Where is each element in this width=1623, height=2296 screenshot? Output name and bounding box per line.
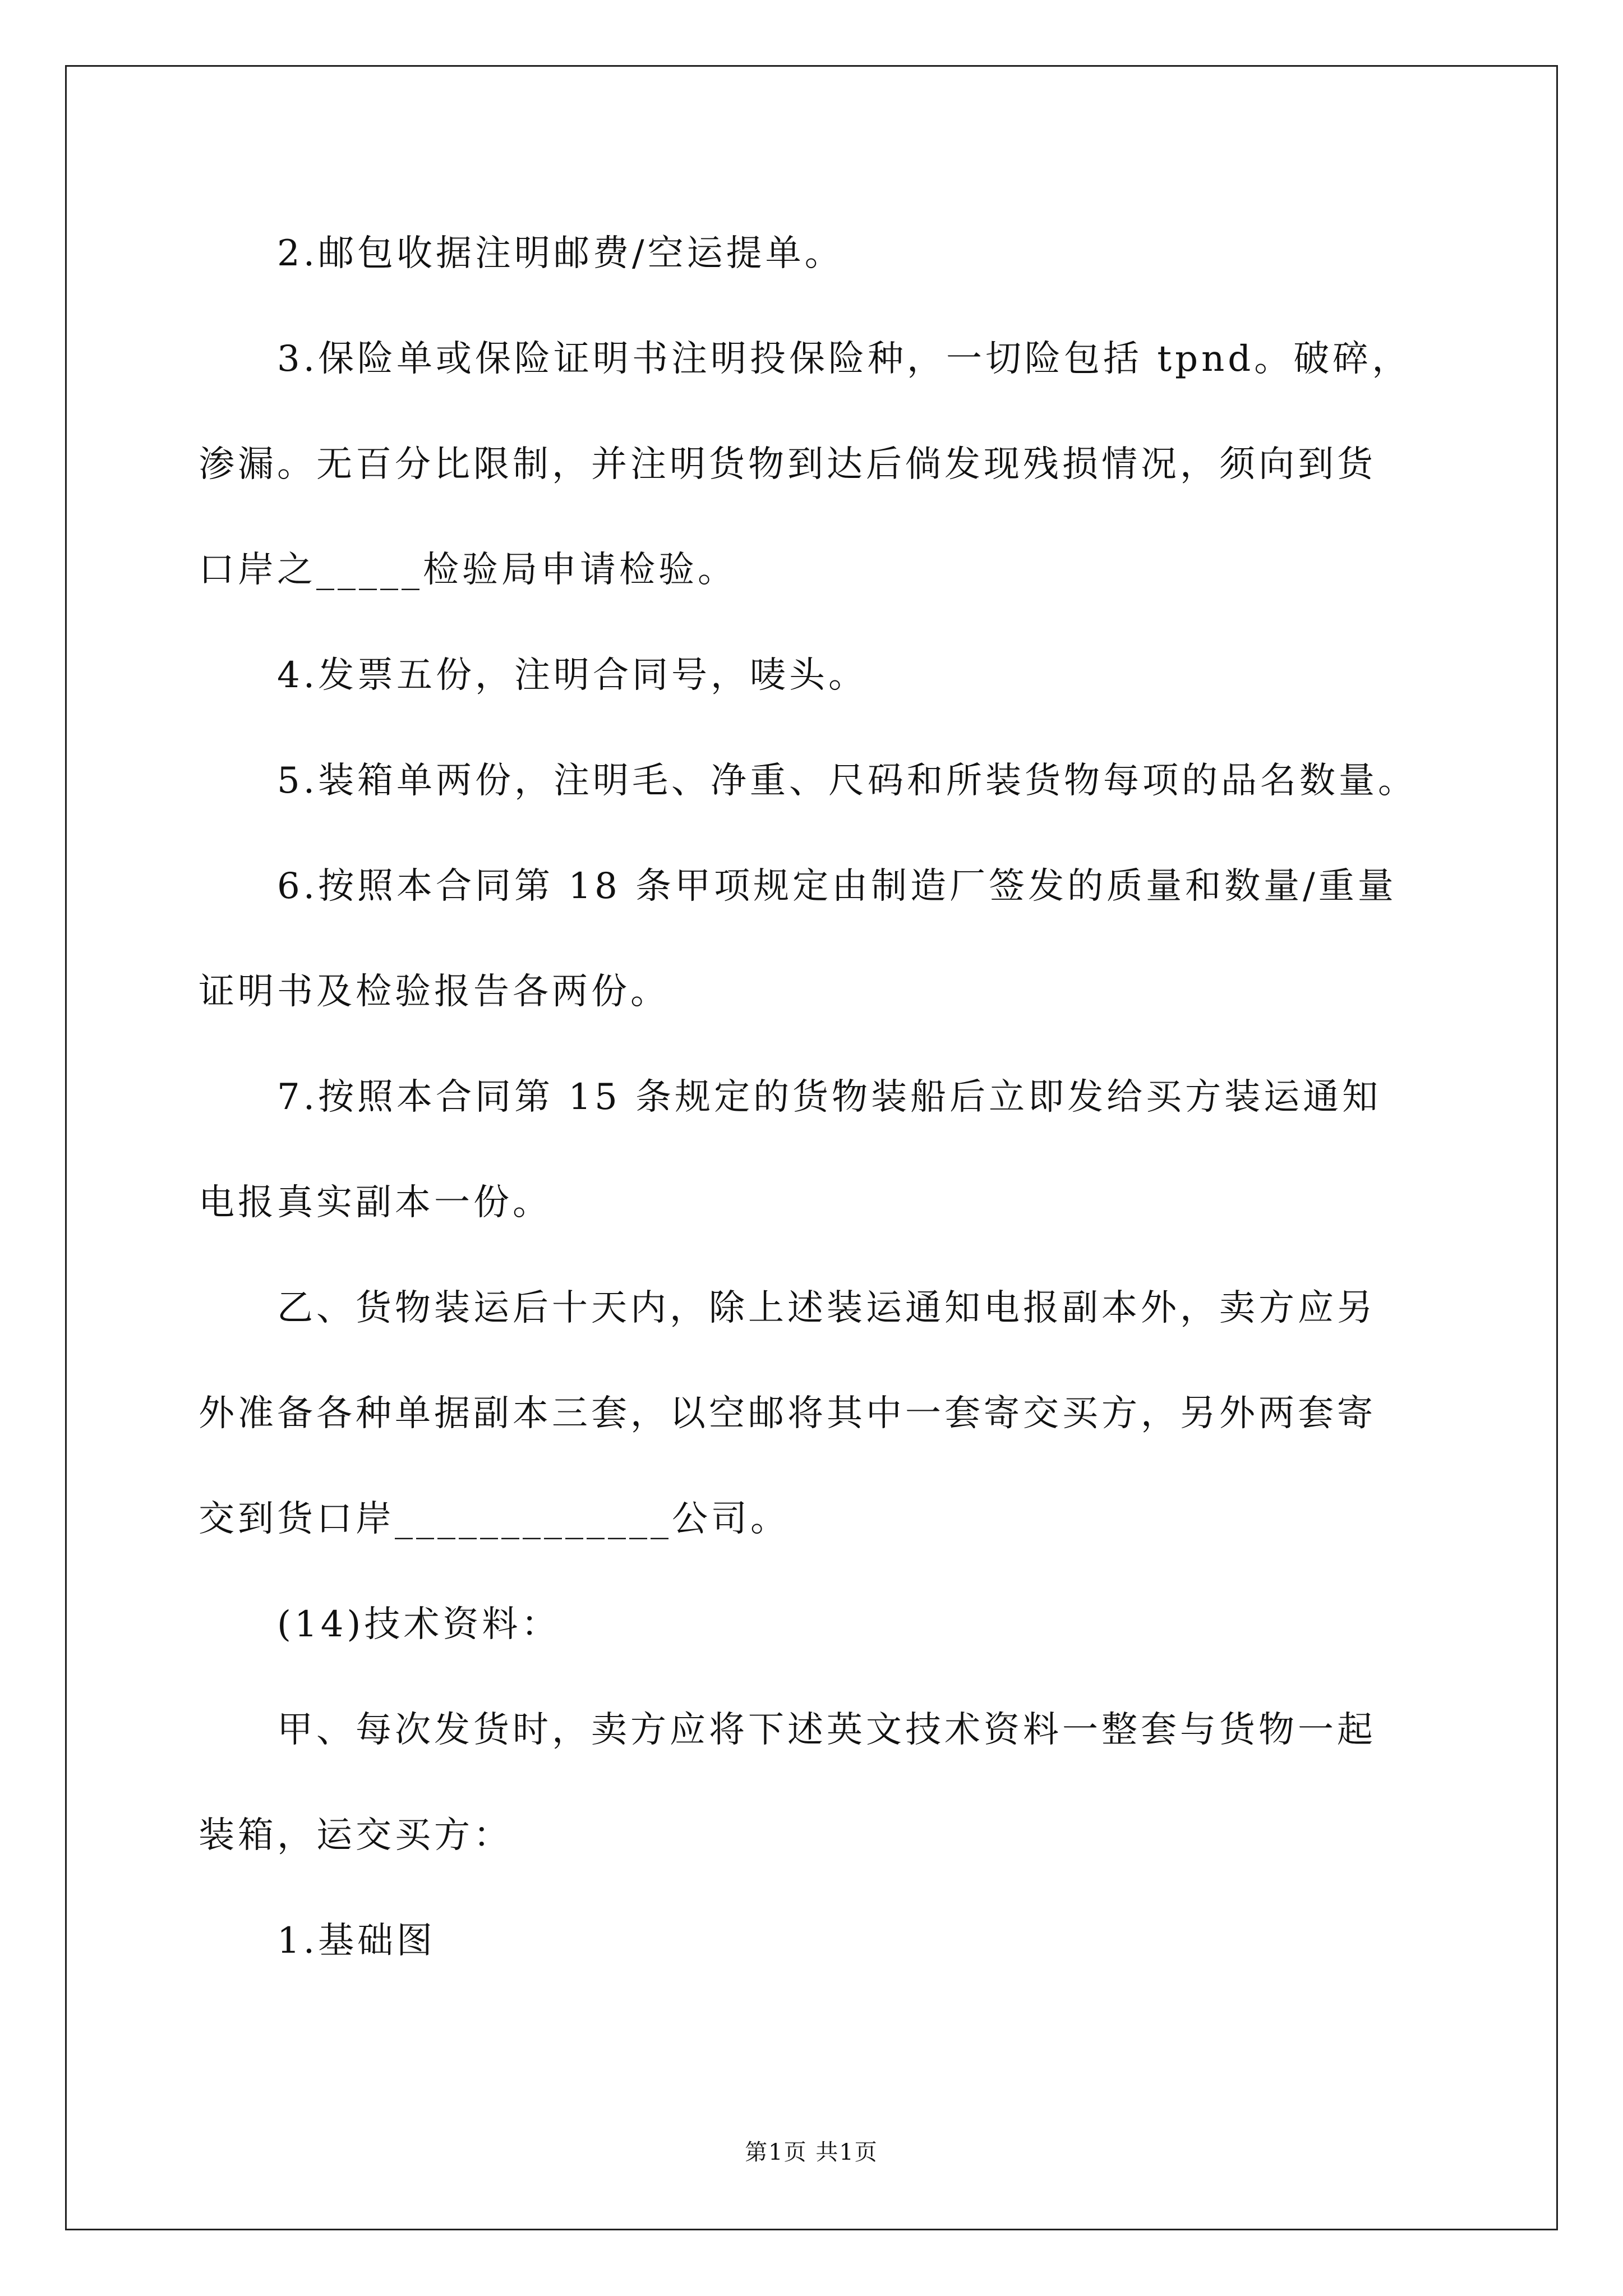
paragraph-line: (14)技术资料： (277, 1604, 561, 1645)
page-footer: 第1页 共1页 (745, 2139, 878, 2165)
paragraph-line: 1.基础图 (277, 1920, 436, 1962)
paragraph-line: 4.发票五份，注明合同号，唛头。 (277, 655, 868, 696)
paragraph-line: 渗漏。无百分比限制，并注明货物到达后倘发现残损情况，须向到货 (199, 444, 1376, 485)
paragraph-line: 外准备各种单据副本三套，以空邮将其中一套寄交买方，另外两套寄 (199, 1393, 1376, 1434)
paragraph-line: 证明书及检验报告各两份。 (199, 971, 670, 1013)
paragraph-line: 3.保险单或保险证明书注明投保险种，一切险包括 tpnd。破碎， (277, 338, 1412, 380)
paragraph-line: 口岸之_____检验局申请检验。 (199, 549, 737, 591)
paragraph-line: 7.按照本合同第 15 条规定的货物装船后立即发给买方装运通知 (277, 1076, 1382, 1118)
paragraph-line: 装箱，运交买方： (199, 1815, 513, 1856)
paragraph-line: 甲、每次发货时，卖方应将下述英文技术资料一整套与货物一起 (277, 1709, 1376, 1751)
paragraph-line: 乙、货物装运后十天内，除上述装运通知电报副本外，卖方应另 (277, 1287, 1376, 1329)
page-border (65, 65, 1558, 2230)
paragraph-line: 交到货口岸_____________公司。 (199, 1498, 790, 1540)
paragraph-line: 6.按照本合同第 18 条甲项规定由制造厂签发的质量和数量/重量 (277, 866, 1397, 907)
paragraph-line: 5.装箱单两份，注明毛、净重、尺码和所装货物每项的品名数量。 (277, 760, 1418, 802)
paragraph-line: 电报真实副本一份。 (199, 1182, 552, 1223)
paragraph-line: 2.邮包收据注明邮费/空运提单。 (277, 233, 844, 274)
